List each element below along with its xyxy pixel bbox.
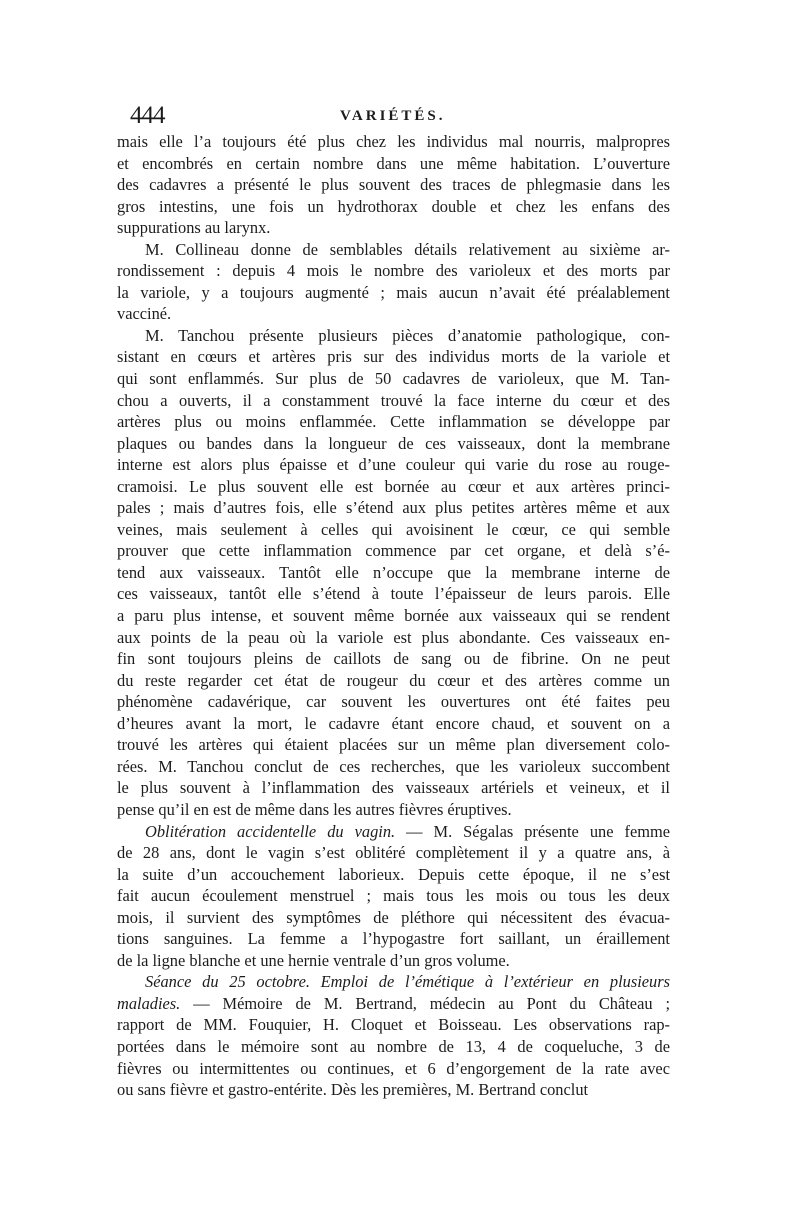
text-line: rondissement : depuis 4 mois le nombre des varioleux et des morts par	[117, 261, 670, 281]
text-line: fait aucun écoulement menstruel ; mais tous les mois ou tous les deux	[117, 886, 670, 906]
text-line: ces vaisseaux, tantôt elle s’étend à toute l’épaisseur de leurs parois. Elle	[117, 584, 670, 604]
text-line: rapport de MM. Fouquier, H. Cloquet et Boisseau. Les observations rap-	[117, 1015, 670, 1035]
text-line: tions sanguines. La femme a l’hypogastre fort saillant, un éraillement	[117, 929, 670, 949]
text-line: maladies. — Mémoire de M. Bertrand, médecin au Pont du Château ;	[117, 993, 670, 1013]
text-line: cramoisi. Le plus souvent elle est bornée au cœur et aux artères princi-	[117, 476, 670, 496]
text-line: mois, il survient des symptômes de pléthore qui nécessitent des évacua-	[117, 907, 670, 927]
text-line: trouvé les artères qui étaient placées sur un même plan diversement colo-	[117, 735, 670, 755]
text-line: a paru plus intense, et souvent même bornée aux vaisseaux qui se rendent	[117, 606, 670, 626]
text-line: pales ; mais d’autres fois, elle s’étend aux plus petites artères même et aux	[117, 498, 670, 518]
text-line: aux points de la peau où la variole est plus abondante. Ces vaisseaux en-	[117, 627, 670, 647]
paragraph	[117, 821, 670, 972]
text-line: fièvres ou intermittentes ou continues, et 6 d’engorgement de la rate avec	[117, 1058, 670, 1078]
text-line: phénomène cadavérique, car souvent les ouvertures ont été faites peu	[117, 692, 670, 712]
text-line: des cadavres a présenté le plus souvent des traces de phlegmasie dans les	[117, 175, 670, 195]
paragraph	[117, 325, 670, 821]
text-line: d’heures avant la mort, le cadavre étant encore chaud, et souvent on a	[117, 713, 670, 733]
text-line: mais elle l’a toujours été plus chez les individus mal nourris, malpropres	[117, 132, 670, 151]
page-number: 444	[130, 102, 165, 129]
text-line: Oblitération accidentelle du vagin. — M. Ségalas présente une femme	[145, 821, 670, 841]
body-text	[117, 131, 670, 1101]
text-line: portées dans le mémoire sont au nombre de 13, 4 de coqueluche, 3 de	[117, 1036, 670, 1056]
paragraph	[117, 239, 670, 325]
text-line: plaques ou bandes dans la longueur de ces vaisseaux, dont la membrane	[117, 433, 670, 453]
text-line: veines, mais seulement à celles qui avoisinent le cœur, ce qui semble	[117, 519, 670, 539]
text-line: M. Collineau donne de semblables détails relativement au sixième ar-	[145, 239, 670, 259]
text-line: vacciné.	[117, 304, 172, 324]
text-line: chou a ouverts, il a constamment trouvé la face interne du cœur et des	[117, 390, 670, 410]
paragraph	[117, 131, 670, 239]
text-line: du reste regarder cet état de rougeur du cœur et des artères comme un	[117, 670, 670, 690]
text-line: la variole, y a toujours augmenté ; mais aucun n’avait été préalablement	[117, 282, 670, 302]
text-line: interne est alors plus épaisse et d’une couleur qui varie du rose au rouge-	[117, 455, 670, 475]
running-title: VARIÉTÉS.	[340, 108, 446, 124]
text-line: M. Tanchou présente plusieurs pièces d’anatomie pathologique, con-	[145, 325, 670, 345]
text-line: gros intestins, une fois un hydrothorax double et chez les enfans des	[117, 196, 670, 216]
text-line: sistant en cœurs et artères pris sur des individus morts de la variole et	[117, 347, 670, 367]
text-line: fin sont toujours pleins de caillots de sang ou de fibrine. On ne peut	[117, 649, 670, 669]
text-line: Séance du 25 octobre. Emploi de l’émétique à l’extérieur en plusieurs	[145, 972, 670, 992]
text-line: suppurations au larynx.	[117, 218, 271, 238]
text-line: la suite d’un accouchement laborieux. Depuis cette époque, il ne s’est	[117, 864, 670, 884]
text-line: de la ligne blanche et une hernie ventrale d’un gros volume.	[117, 950, 510, 970]
text-line: prouver que cette inflammation commence par cet organe, et delà s’é-	[117, 541, 670, 561]
text-line: rées. M. Tanchou conclut de ces recherches, que les varioleux succombent	[117, 756, 670, 776]
text-line: et encombrés en certain nombre dans une même habitation. L’ouverture	[117, 153, 670, 173]
text-line: pense qu’il en est de même dans les autres fièvres éruptives.	[117, 799, 512, 819]
text-line: artères plus ou moins enflammée. Cette inflammation se développe par	[117, 412, 670, 432]
text-line: qui sont enflammés. Sur plus de 50 cadavres de varioleux, que M. Tan-	[117, 369, 670, 389]
text-line: tend aux vaisseaux. Tantôt elle n’occupe que la membrane interne de	[117, 562, 670, 582]
text-line: ou sans fièvre et gastro-entérite. Dès les premières, M. Bertrand conclut	[117, 1080, 589, 1100]
page-header	[130, 102, 670, 130]
text-line: le plus souvent à l’inflammation des vaisseaux artériels et veineux, et il	[117, 778, 670, 798]
paragraph	[117, 971, 670, 1100]
text-line: de 28 ans, dont le vagin s’est oblitéré complètement il y a quatre ans, à	[117, 843, 670, 863]
